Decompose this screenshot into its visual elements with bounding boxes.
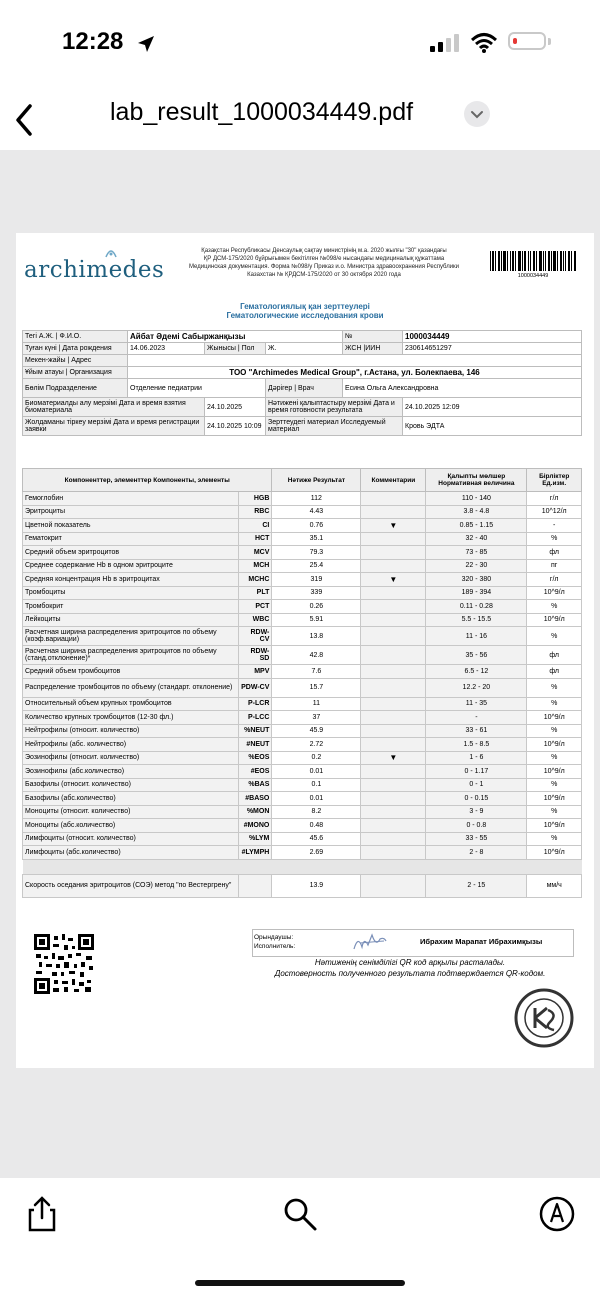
battery-icon [508, 32, 546, 50]
component-code: PLT [238, 586, 271, 600]
component-name: Относительный объем крупных тромбоцитов [23, 697, 239, 711]
component-name: Нейтрофилы (абс. количество) [23, 738, 239, 752]
result-value: 45.9 [272, 724, 361, 738]
component-name: Моноциты (относит. количество) [23, 805, 239, 819]
reference-range: 0 - 1 [426, 778, 527, 792]
component-name: Базофилы (относит. количество) [23, 778, 239, 792]
component-code: MPV [238, 665, 271, 679]
component-code: %BAS [238, 778, 271, 792]
result-value: 319 [272, 573, 361, 587]
component-name: Гемоглобин [23, 492, 239, 506]
org-value: ТОО "Archimedes Medical Group", г.Астана, ул. Болекпаева, 146 [128, 367, 582, 379]
unit-value: г/л [527, 492, 582, 506]
markup-icon[interactable] [539, 1196, 575, 1232]
reference-range: 11 - 16 [426, 627, 527, 646]
reference-range: 11 - 35 [426, 697, 527, 711]
reference-range: 12.2 - 20 [426, 678, 527, 697]
registration-date-value: 24.10.2025 10:09 [205, 417, 266, 436]
unit-value: 10^9/л [527, 738, 582, 752]
barcode-icon [490, 251, 576, 271]
component-name: Тромбоциты [23, 586, 239, 600]
reference-range: 73 - 85 [426, 546, 527, 560]
iso-certification-seal-icon [514, 988, 574, 1048]
comment-flag [361, 697, 426, 711]
reference-range: 1.5 - 8.5 [426, 738, 527, 752]
comment-flag [361, 846, 426, 860]
archimedes-logo: archimedes [24, 257, 164, 283]
dept-value: Отделение педиатрии [128, 379, 266, 398]
address-value [128, 355, 582, 367]
header-comment: Комментарии [361, 469, 426, 492]
result-value: 0.1 [272, 778, 361, 792]
results-table [22, 468, 582, 898]
header-norm: Қалыпты мөлшер Нормативная величина [426, 469, 527, 492]
result-value: 0.01 [272, 765, 361, 779]
reference-range: 320 - 380 [426, 573, 527, 587]
component-name: Базофилы (абс.количество) [23, 792, 239, 806]
document-title[interactable]: lab_result_1000034449.pdf [110, 98, 414, 126]
result-value: 112 [272, 492, 361, 506]
report-title-kz: Гематологиялық қан зерттеулері [240, 302, 370, 311]
reference-range: 189 - 394 [426, 586, 527, 600]
component-code: PCT [238, 600, 271, 614]
table-row [23, 559, 582, 573]
status-time: 12:28 [62, 28, 124, 55]
component-code: %EOS [238, 751, 271, 765]
component-code: MCH [238, 559, 271, 573]
search-icon[interactable] [282, 1196, 318, 1232]
component-code: #BASO [238, 792, 271, 806]
component-code: HGB [238, 492, 271, 506]
component-code: RDW-SD [238, 646, 271, 665]
status-bar [0, 0, 600, 90]
unit-value: 10^9/л [527, 711, 582, 725]
comment-flag [361, 586, 426, 600]
table-row [23, 832, 582, 846]
reference-range: 0.85 - 1.15 [426, 519, 527, 533]
material-value: Кровь ЭДТА [403, 417, 582, 436]
unit-value: % [527, 600, 582, 614]
component-code: RBC [238, 505, 271, 519]
table-row [23, 792, 582, 806]
table-row [23, 613, 582, 627]
reference-range: - [426, 711, 527, 725]
component-code: #LYMPH [238, 846, 271, 860]
table-row [23, 819, 582, 833]
bio-date-label: Биоматериалды алу мерзімі Дата и время взятия биоматериала [23, 398, 205, 417]
fio-value: Айбат Әдемі Сабыржанқызы [128, 331, 343, 343]
table-row [23, 600, 582, 614]
fio-label: Тегі А.Ж. | Ф.И.О. [23, 331, 128, 343]
table-row [23, 738, 582, 752]
component-code: #MONO [238, 819, 271, 833]
unit-value: - [527, 519, 582, 533]
result-value: 0.48 [272, 819, 361, 833]
cellular-signal-icon [430, 34, 460, 52]
comment-flag [361, 492, 426, 506]
logo-mark-icon [104, 245, 118, 263]
component-name: Эозинофилы (относит. количество) [23, 751, 239, 765]
qr-note-kz: Нәтиженің сенімділігі QR код арқылы расталады. [314, 958, 506, 967]
result-value: 0.76 [272, 519, 361, 533]
component-name: Количество крупных тромбоцитов (12-30 фл.) [23, 711, 239, 725]
comment-flag [361, 678, 426, 697]
chevron-down-icon [464, 101, 490, 127]
reference-range: 3.8 - 4.8 [426, 505, 527, 519]
ready-date-label: Нәтижені қалыптастыру мерзімі Дата и время готовности результата [266, 398, 403, 417]
result-value: 15.7 [272, 678, 361, 697]
table-row [23, 778, 582, 792]
doctor-label: Дәрігер | Врач [266, 379, 343, 398]
table-row [23, 586, 582, 600]
comment-flag [361, 724, 426, 738]
comment-flag [361, 805, 426, 819]
result-value: 8.2 [272, 805, 361, 819]
iin-value: 230614651297 [403, 343, 582, 355]
comment-flag [361, 874, 426, 897]
comment-flag [361, 778, 426, 792]
reference-range: 2 - 8 [426, 846, 527, 860]
home-indicator[interactable] [195, 1280, 405, 1286]
sex-label: Жынысы | Пол [205, 343, 266, 355]
reference-range: 0.11 - 0.28 [426, 600, 527, 614]
unit-value: % [527, 805, 582, 819]
component-name: Среднее содержание Hb в одном эритроците [23, 559, 239, 573]
unit-value: фл [527, 665, 582, 679]
unit-value: % [527, 832, 582, 846]
unit-value: % [527, 724, 582, 738]
org-label: Ұйым атауы | Организация [23, 367, 128, 379]
table-row [23, 573, 582, 587]
comment-flag: ▼ [361, 519, 426, 533]
document-header-text: Қазақстан Республикасы Денсаулық сақтау министрінің м.а. 2020 жылғы "30" қазандағы ҚР ДСМ-175/2020 бұйрығымен бекітілген №098/е нысандағы медициналық құжаттама Медицинская документация. Форма №098/у Приказ и.о. Министра здравоохранения Республики Казахстан № ҚРДСМ-175/2020 от 30 октября 2020 года [188, 248, 460, 278]
number-label: № [343, 331, 403, 343]
result-value: 35.1 [272, 532, 361, 546]
result-value: 25.4 [272, 559, 361, 573]
comment-flag [361, 627, 426, 646]
comment-flag [361, 559, 426, 573]
sex-value: Ж. [266, 343, 343, 355]
comment-flag [361, 819, 426, 833]
material-label: Зерттеудегі материал Исследуемый материал [266, 417, 403, 436]
result-value: 13.9 [272, 874, 361, 897]
result-value: 0.01 [272, 792, 361, 806]
reference-range: 33 - 55 [426, 832, 527, 846]
component-code: #EOS [238, 765, 271, 779]
dept-label: Бөлім Подразделение [23, 379, 128, 398]
dob-label: Туған күні | Дата рождения [23, 343, 128, 355]
ready-date-value: 24.10.2025 12:09 [403, 398, 582, 417]
unit-value: % [527, 532, 582, 546]
result-value: 2.69 [272, 846, 361, 860]
component-code: P-LCC [238, 711, 271, 725]
report-title-ru: Гематологические исследования крови [226, 311, 384, 320]
barcode-number: 1000034449 [517, 273, 549, 279]
title-menu-button[interactable] [464, 101, 490, 127]
component-name: Эозинофилы (абс.количество) [23, 765, 239, 779]
table-row [23, 751, 582, 765]
comment-flag [361, 765, 426, 779]
result-value: 45.6 [272, 832, 361, 846]
unit-value: 10^9/л [527, 765, 582, 779]
address-label: Мекен-жайы | Адрес [23, 355, 128, 367]
comment-flag [361, 738, 426, 752]
table-row [23, 492, 582, 506]
comment-flag [361, 600, 426, 614]
signature-label: Орындаушы: Исполнитель: [254, 934, 296, 950]
reference-range: 0 - 1.17 [426, 765, 527, 779]
component-name: Скорость оседания эритроцитов (СОЭ) метод "по Вестергрену" [23, 874, 239, 897]
wifi-icon [470, 32, 498, 54]
component-name: Расчетная ширина распределения эритроцитов по объему (коэф.вариации) [23, 627, 239, 646]
comment-flag [361, 505, 426, 519]
reference-range: 32 - 40 [426, 532, 527, 546]
reference-range: 33 - 61 [426, 724, 527, 738]
component-name: Средний объем тромбоцитов [23, 665, 239, 679]
unit-value: фл [527, 646, 582, 665]
component-name: Тромбокрит [23, 600, 239, 614]
unit-value: % [527, 778, 582, 792]
component-code: P-LCR [238, 697, 271, 711]
header-result: Нәтиже Результат [272, 469, 361, 492]
component-code: WBC [238, 613, 271, 627]
result-value: 37 [272, 711, 361, 725]
unit-value: фл [527, 546, 582, 560]
unit-value: 10^12/л [527, 505, 582, 519]
reference-range: 1 - 6 [426, 751, 527, 765]
table-spacer [23, 859, 582, 874]
table-row [23, 646, 582, 665]
signature-name: Ибрахим Марапат Ибрахимқызы [420, 937, 543, 946]
component-code: %LYM [238, 832, 271, 846]
comment-flag [361, 546, 426, 560]
component-name: Лимфоциты (относит. количество) [23, 832, 239, 846]
comment-flag [361, 711, 426, 725]
table-row [23, 805, 582, 819]
patient-info-table [22, 330, 582, 436]
reference-range: 110 - 140 [426, 492, 527, 506]
registration-date-label: Жолдаманы тіркеу мерзімі Дата и время регистрации заявки [23, 417, 205, 436]
component-code: CI [238, 519, 271, 533]
unit-value: мм/ч [527, 874, 582, 897]
reference-range: 0 - 0.8 [426, 819, 527, 833]
iin-label: ЖСН |ИИН [343, 343, 403, 355]
table-row [23, 724, 582, 738]
component-code [238, 874, 271, 897]
header-unit: Бірліктер Ед.изм. [527, 469, 582, 492]
comment-flag [361, 532, 426, 546]
table-row [23, 697, 582, 711]
number-value: 1000034449 [403, 331, 582, 343]
comment-flag [361, 792, 426, 806]
result-value: 339 [272, 586, 361, 600]
component-name: Средняя концентрация Hb в эритроцитах [23, 573, 239, 587]
component-name: Гематокрит [23, 532, 239, 546]
location-arrow-icon [136, 34, 156, 54]
result-value: 7.6 [272, 665, 361, 679]
component-code: %MON [238, 805, 271, 819]
component-name: Цветной показатель [23, 519, 239, 533]
comment-flag [361, 832, 426, 846]
comment-flag [361, 646, 426, 665]
table-row [23, 846, 582, 860]
reference-range: 35 - 56 [426, 646, 527, 665]
component-code: RDW-CV [238, 627, 271, 646]
unit-value: 10^9/л [527, 819, 582, 833]
qr-note-ru: Достоверность полученного результата подтверждается QR-кодом. [274, 969, 546, 978]
table-row [23, 532, 582, 546]
comment-flag [361, 613, 426, 627]
unit-value: % [527, 697, 582, 711]
unit-value: % [527, 751, 582, 765]
table-row [23, 519, 582, 533]
table-row [23, 678, 582, 697]
result-value: 13.8 [272, 627, 361, 646]
unit-value: пг [527, 559, 582, 573]
table-row [23, 627, 582, 646]
unit-value: % [527, 627, 582, 646]
result-value: 4.43 [272, 505, 361, 519]
component-name: Лейкоциты [23, 613, 239, 627]
component-code: PDW-CV [238, 678, 271, 697]
component-code: MCHC [238, 573, 271, 587]
component-code: #NEUT [238, 738, 271, 752]
reference-range: 5.5 - 15.5 [426, 613, 527, 627]
battery-tip [548, 38, 551, 45]
handwritten-signature-icon [350, 931, 390, 953]
unit-value: 10^9/л [527, 613, 582, 627]
spacer-cell [23, 859, 582, 874]
unit-value: 10^9/л [527, 792, 582, 806]
bio-date-value: 24.10.2025 [205, 398, 266, 417]
reference-range: 22 - 30 [426, 559, 527, 573]
component-name: Средний объем эритроцитов [23, 546, 239, 560]
component-name: Лимфоциты (абс.количество) [23, 846, 239, 860]
table-row [23, 765, 582, 779]
table-row [23, 874, 582, 897]
component-code: HCT [238, 532, 271, 546]
doctor-value: Есина Ольга Александровна [343, 379, 582, 398]
component-code: %NEUT [238, 724, 271, 738]
header-component: Компоненттер, элементтер Компоненты, элементы [23, 469, 272, 492]
component-name: Нейтрофилы (относит. количество) [23, 724, 239, 738]
qr-code-icon [34, 934, 94, 994]
reference-range: 3 - 9 [426, 805, 527, 819]
unit-value: 10^9/л [527, 846, 582, 860]
component-name: Расчетная ширина распределения эритроцитов по объему (станд.отклонение)* [23, 646, 239, 665]
component-name: Распределение тромбоцитов по объему (стандарт. отклонение) [23, 678, 239, 697]
reference-range: 2 - 15 [426, 874, 527, 897]
result-value: 5.91 [272, 613, 361, 627]
comment-flag: ▼ [361, 573, 426, 587]
unit-value: г/л [527, 573, 582, 587]
dob-value: 14.06.2023 [128, 343, 205, 355]
result-value: 0.2 [272, 751, 361, 765]
comment-flag [361, 665, 426, 679]
share-icon[interactable] [24, 1196, 60, 1232]
component-name: Моноциты (абс.количество) [23, 819, 239, 833]
table-row [23, 546, 582, 560]
component-name: Эритроциты [23, 505, 239, 519]
result-value: 11 [272, 697, 361, 711]
table-row [23, 711, 582, 725]
back-chevron-icon[interactable] [10, 98, 40, 138]
table-row [23, 665, 582, 679]
reference-range: 6.5 - 12 [426, 665, 527, 679]
reference-range: 0 - 0.15 [426, 792, 527, 806]
result-value: 0.26 [272, 600, 361, 614]
result-value: 2.72 [272, 738, 361, 752]
unit-value: 10^9/л [527, 586, 582, 600]
comment-flag: ▼ [361, 751, 426, 765]
result-value: 79.3 [272, 546, 361, 560]
results-body [23, 492, 582, 898]
unit-value: % [527, 678, 582, 697]
component-code: MCV [238, 546, 271, 560]
result-value: 42.8 [272, 646, 361, 665]
table-row [23, 505, 582, 519]
